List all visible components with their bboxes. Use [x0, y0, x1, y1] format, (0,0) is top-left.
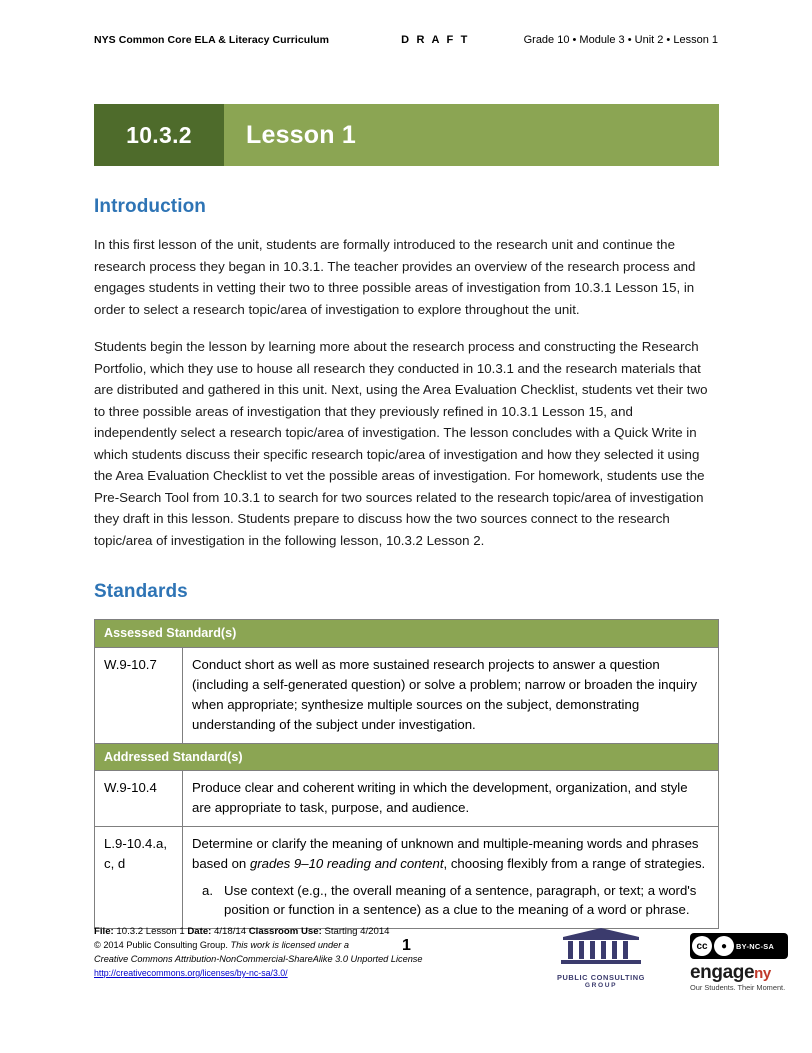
lesson-title-band [94, 104, 719, 166]
footer-license-italic: This work is licensed under a [230, 940, 349, 951]
pcg-building-icon [551, 925, 651, 967]
cc-icon: cc [692, 936, 712, 956]
table-row-header-assessed [95, 620, 719, 648]
table-row [95, 648, 719, 743]
engage-tagline: Our Students. Their Moment. [690, 983, 786, 992]
footer-file-line [94, 925, 424, 939]
standard-code: L.9-10.4.a, c, d [95, 827, 183, 929]
standard-text-post: , choosing flexibly from a range of strategies. [443, 855, 706, 871]
header-curriculum-title: NYS Common Core ELA & Literacy Curriculum [94, 34, 330, 46]
substandard-marker: a. [202, 882, 213, 898]
standard-substandard [192, 881, 709, 921]
lesson-title: Lesson 1 [224, 104, 719, 166]
footer-meta [94, 925, 424, 981]
introduction-paragraph-2: Students begin the lesson by learning more about the research process and constructing the Research Portfolio, which they use to house all research they conducted in 10.3.1 and the research materials that are distributed and gathered in this unit. Next, using the Area Evaluation Checklist, students vet their two to three possible areas of investigation that they previously refined in 10.3.1 Lesson 15, and independently select a research topic/area of investigation. The lesson concludes with a Quick Write in which students discuss their specific research topic/area of investigation and how they selected it using the Area Evaluation Checklist to vet the possible areas of investigation. For homework, students use the Pre-Search Tool from 10.3.1 to search for two sources related to the research topic/area of investigation they draft in this lesson. Students prepare to discuss how the two sources connect to the research topic/area of investigation in the following lesson, 10.3.2 Lesson 2. [94, 339, 708, 548]
footer-file-value: 10.3.2 Lesson 1 [116, 926, 185, 937]
footer-date-label: Date: [187, 926, 212, 937]
standard-text-pre: Determine or clarify the meaning of unknown and multiple-meaning words and phrases based on [192, 836, 699, 871]
introduction-heading: Introduction [94, 196, 207, 217]
table-row [95, 771, 719, 827]
footer-file-label: File: [94, 926, 114, 937]
footer-license-link-wrap [94, 967, 424, 981]
page-footer [94, 925, 786, 1005]
page-header [94, 34, 718, 46]
header-lesson-path: Grade 10 • Module 3 • Unit 2 • Lesson 1 [523, 34, 718, 46]
pcg-logo [542, 925, 660, 989]
cc-license-text: BY-NC-SA [736, 941, 775, 951]
table-row-header-addressed [95, 743, 719, 771]
standard-code: W.9-10.7 [95, 648, 183, 743]
creative-commons-badge [690, 933, 788, 959]
pcg-logo-name: PUBLIC CONSULTING [556, 973, 646, 982]
table-row [95, 827, 719, 929]
page-number: 1 [402, 937, 411, 954]
introduction-paragraph-1: In this first lesson of the unit, students are formally introduced to the research unit and continue the research process they began in 10.3.1. The teacher provides an overview of the research process and engages students in vetting their two to three possible areas of investigation from 10.3.1 Lesson 15, in order to select a research topic/area of investigation to explore throughout the unit. [94, 237, 696, 317]
standards-heading: Standards [94, 581, 188, 603]
footer-copyright-line [94, 939, 424, 953]
footer-classroom-label: Classroom Use: [248, 926, 322, 937]
standard-code: W.9-10.4 [95, 771, 183, 827]
engage-ny-text: ny [754, 965, 771, 982]
footer-date-value: 4/18/14 [214, 926, 247, 937]
addressed-standards-header: Addressed Standard(s) [95, 743, 719, 771]
footer-license-line: Creative Commons Attribution-NonCommercial-ShareAlike 3.0 Unported License [94, 954, 423, 965]
cc-by-icon: ● [714, 936, 734, 956]
standard-text: Conduct short as well as more sustained research projects to answer a question (including a self-generated question) or solve a problem; narrow or broaden the inquiry when appropriate; synthesize multiple sources on the subject, demonstrating understanding of the subject under investigation. [183, 648, 719, 743]
assessed-standards-header: Assessed Standard(s) [95, 620, 719, 648]
header-draft-label: D R A F T [401, 34, 470, 46]
standard-text-italic: grades 9–10 reading and content [249, 855, 444, 871]
engageny-logo [690, 933, 802, 992]
standard-text: Produce clear and coherent writing in which the development, organization, and style are appropriate to task, purpose, and audience. [183, 771, 719, 827]
engage-wordmark [690, 962, 802, 984]
document-content [94, 196, 719, 929]
engage-text: engage [690, 962, 755, 983]
module-code: 10.3.2 [94, 104, 224, 166]
footer-classroom-value: Starting 4/2014 [324, 926, 390, 937]
pcg-logo-sub: GROUP [584, 982, 618, 989]
footer-license-link[interactable]: http://creativecommons.org/licenses/by-nc-sa/3.0/ [94, 967, 288, 978]
substandard-text: Use context (e.g., the overall meaning of a sentence, paragraph, or text; a word's position or function in a sentence) as a clue to the meaning of a word or phrase. [224, 882, 697, 918]
standards-table [94, 619, 719, 929]
footer-copyright: © 2014 Public Consulting Group. [94, 940, 228, 951]
standard-text [183, 827, 719, 929]
